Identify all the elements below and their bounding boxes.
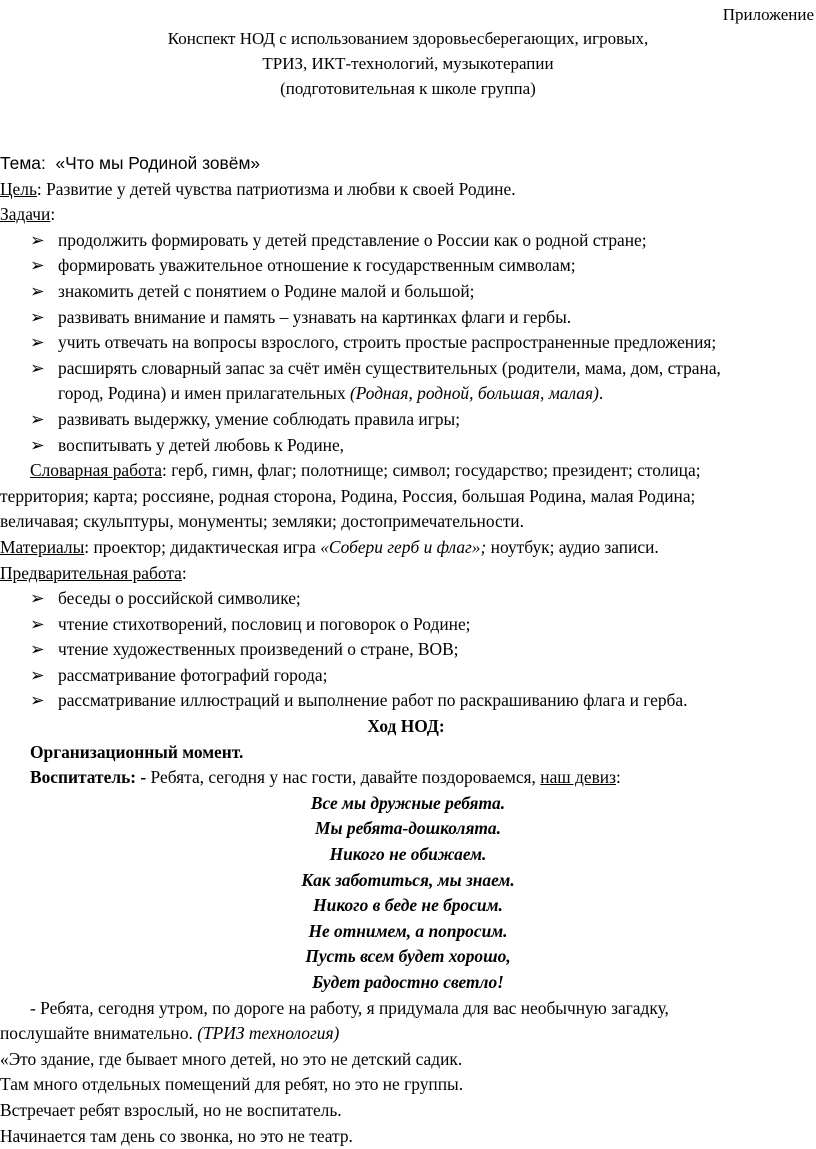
document-body [0, 151, 812, 1149]
prelim-text: чтение художественных произведений о стране, ВОВ; [58, 639, 459, 660]
tasks-colon: : [50, 204, 56, 225]
vocab-label: Словарная работа [30, 460, 163, 481]
arrow-bullet-icon: ➢ [30, 306, 45, 327]
arrow-bullet-icon: ➢ [30, 690, 45, 711]
prelim-text: чтение стихотворений, пословиц и поговорок о Родине; [58, 613, 471, 634]
riddle-line: Начинается там день со звонка, но это не театр. [0, 1125, 353, 1146]
document-header [0, 26, 816, 101]
arrow-bullet-icon: ➢ [30, 357, 45, 378]
list-item [0, 228, 812, 254]
header-line-2: ТРИЗ, ИКТ-технологий, музыкотерапии [262, 54, 554, 73]
task-text-cont: город, Родина) и имен прилагательных [58, 383, 350, 404]
vocab-paragraph [0, 458, 812, 535]
arrow-bullet-icon: ➢ [30, 280, 45, 301]
arrow-bullet-icon: ➢ [30, 229, 45, 250]
arrow-bullet-icon: ➢ [30, 613, 45, 634]
materials-italic: «Собери герб и флаг»; [320, 536, 487, 557]
materials-text: : проектор; дидактическая игра [84, 536, 321, 557]
list-item [0, 433, 812, 459]
poem-line: Пусть всем будет хорошо, [305, 946, 511, 967]
list-item [0, 612, 812, 638]
arrow-bullet-icon: ➢ [30, 639, 45, 660]
task-text: развивать выдержку, умение соблюдать правила игры; [58, 408, 461, 429]
arrow-bullet-icon: ➢ [30, 434, 45, 455]
teacher-line [0, 765, 812, 791]
header-line-3: (подготовительная к школе группа) [280, 79, 536, 98]
topic-line [0, 151, 812, 177]
list-item [0, 688, 812, 714]
goal-line [0, 177, 812, 203]
task-text: учить отвечать на вопросы взрослого, строить простые распространенные предложения; [58, 332, 717, 353]
riddle-intro [0, 996, 812, 1047]
vocab-line-3: величавая; скульптуры, монументы; земляки; достопримечательности. [0, 511, 524, 532]
list-item [0, 637, 812, 663]
list-item [0, 356, 812, 407]
riddle-intro-italic: (ТРИЗ технология) [197, 1023, 340, 1044]
poem-line: Мы ребята-дошколята. [315, 818, 501, 839]
topic-value: «Что мы Родиной зовём» [55, 153, 261, 173]
arrow-bullet-icon: ➢ [30, 588, 45, 609]
list-item [0, 279, 812, 305]
materials-text-end: ноутбук; аудио записи. [486, 536, 659, 557]
course-title: Ход НОД: [367, 716, 445, 737]
list-item [0, 330, 812, 356]
list-item [0, 663, 812, 689]
prelim-heading [0, 561, 812, 587]
task-text: воспитывать у детей любовь к Родине, [58, 434, 345, 455]
arrow-bullet-icon: ➢ [30, 408, 45, 429]
org-moment: Организационный момент. [30, 741, 244, 762]
list-item [0, 407, 812, 433]
poem-line: Как заботиться, мы знаем. [301, 869, 515, 890]
riddle-intro-text: послушайте внимательно. [0, 1023, 198, 1044]
list-item [0, 305, 812, 331]
prelim-colon: : [181, 562, 187, 583]
arrow-bullet-icon: ➢ [30, 332, 45, 353]
teacher-label: Воспитатель: - [30, 767, 147, 788]
goal-text: : Развитие у детей чувства патриотизма и любви к своей Родине. [36, 178, 516, 199]
riddle-intro-line-1: - Ребята, сегодня утром, по дороге на работу, я придумала для вас необычную загадку, [30, 997, 669, 1018]
arrow-bullet-icon: ➢ [30, 255, 45, 276]
appendix-label: Приложение [722, 5, 814, 24]
task-text: расширять словарный запас за счёт имён существительных (родители, мама, дом, страна, [58, 357, 721, 378]
task-text-end: . [598, 383, 604, 404]
materials-label: Материалы [0, 536, 85, 557]
poem-line: Все мы дружные ребята. [310, 792, 506, 813]
riddle-line: «Это здание, где бывает много детей, но это не детский садик. [0, 1048, 463, 1069]
list-item [0, 253, 812, 279]
poem-line: Никого в беде не бросим. [313, 895, 503, 916]
teacher-text: Ребята, сегодня у нас гости, давайте поздороваемся, [146, 767, 541, 788]
riddle-text [0, 1047, 812, 1149]
task-text-italic: (Родная, родной, большая, малая) [350, 383, 599, 404]
riddle-line: Там много отдельных помещений для ребят, но это не группы. [0, 1074, 464, 1095]
task-text: развивать внимание и память – узнавать на картинках флаги и гербы. [58, 306, 572, 327]
prelim-text: беседы о российской символике; [58, 588, 301, 609]
vocab-line-2: территория; карта; россияне, родная сторона, Родина, Россия, большая Родина, малая Родина; [0, 485, 696, 506]
teacher-text-end: : [616, 767, 621, 788]
tasks-list [0, 228, 812, 458]
prelim-list [0, 586, 812, 714]
task-text: формировать уважительное отношение к государственным символам; [58, 255, 576, 276]
poem-line: Будет радостно светло! [312, 972, 504, 992]
header-line-1: Конспект НОД с использованием здоровьесберегающих, игровых, [167, 29, 649, 48]
vocab-line-1 [0, 458, 812, 484]
riddle-intro-line-2 [0, 1021, 812, 1047]
riddle-line: Встречает ребят взрослый, но не воспитатель. [0, 1099, 342, 1120]
goal-label: Цель [0, 178, 37, 199]
topic-label: Тема: [0, 153, 46, 173]
materials-line [0, 535, 812, 561]
tasks-label: Задачи [0, 204, 51, 225]
task-text: продолжить формировать у детей представление о России как о родной стране; [58, 229, 647, 250]
task-text: знакомить детей с понятием о Родине малой и большой; [58, 280, 475, 301]
poem-line: Никого не обижаем. [329, 844, 487, 865]
motto-label: наш девиз [540, 767, 616, 788]
prelim-text: рассматривание иллюстраций и выполнение работ по раскрашиванию флага и герба. [58, 690, 688, 711]
motto-poem [0, 791, 812, 996]
list-item [0, 586, 812, 612]
arrow-bullet-icon: ➢ [30, 664, 45, 685]
prelim-text: рассматривание фотографий города; [58, 664, 328, 685]
vocab-text: : герб, гимн, флаг; полотнище; символ; государство; президент; столица; [162, 460, 701, 481]
tasks-heading [0, 202, 812, 228]
prelim-label: Предварительная работа [0, 562, 182, 583]
poem-line: Не отнимем, а попросим. [308, 920, 508, 941]
